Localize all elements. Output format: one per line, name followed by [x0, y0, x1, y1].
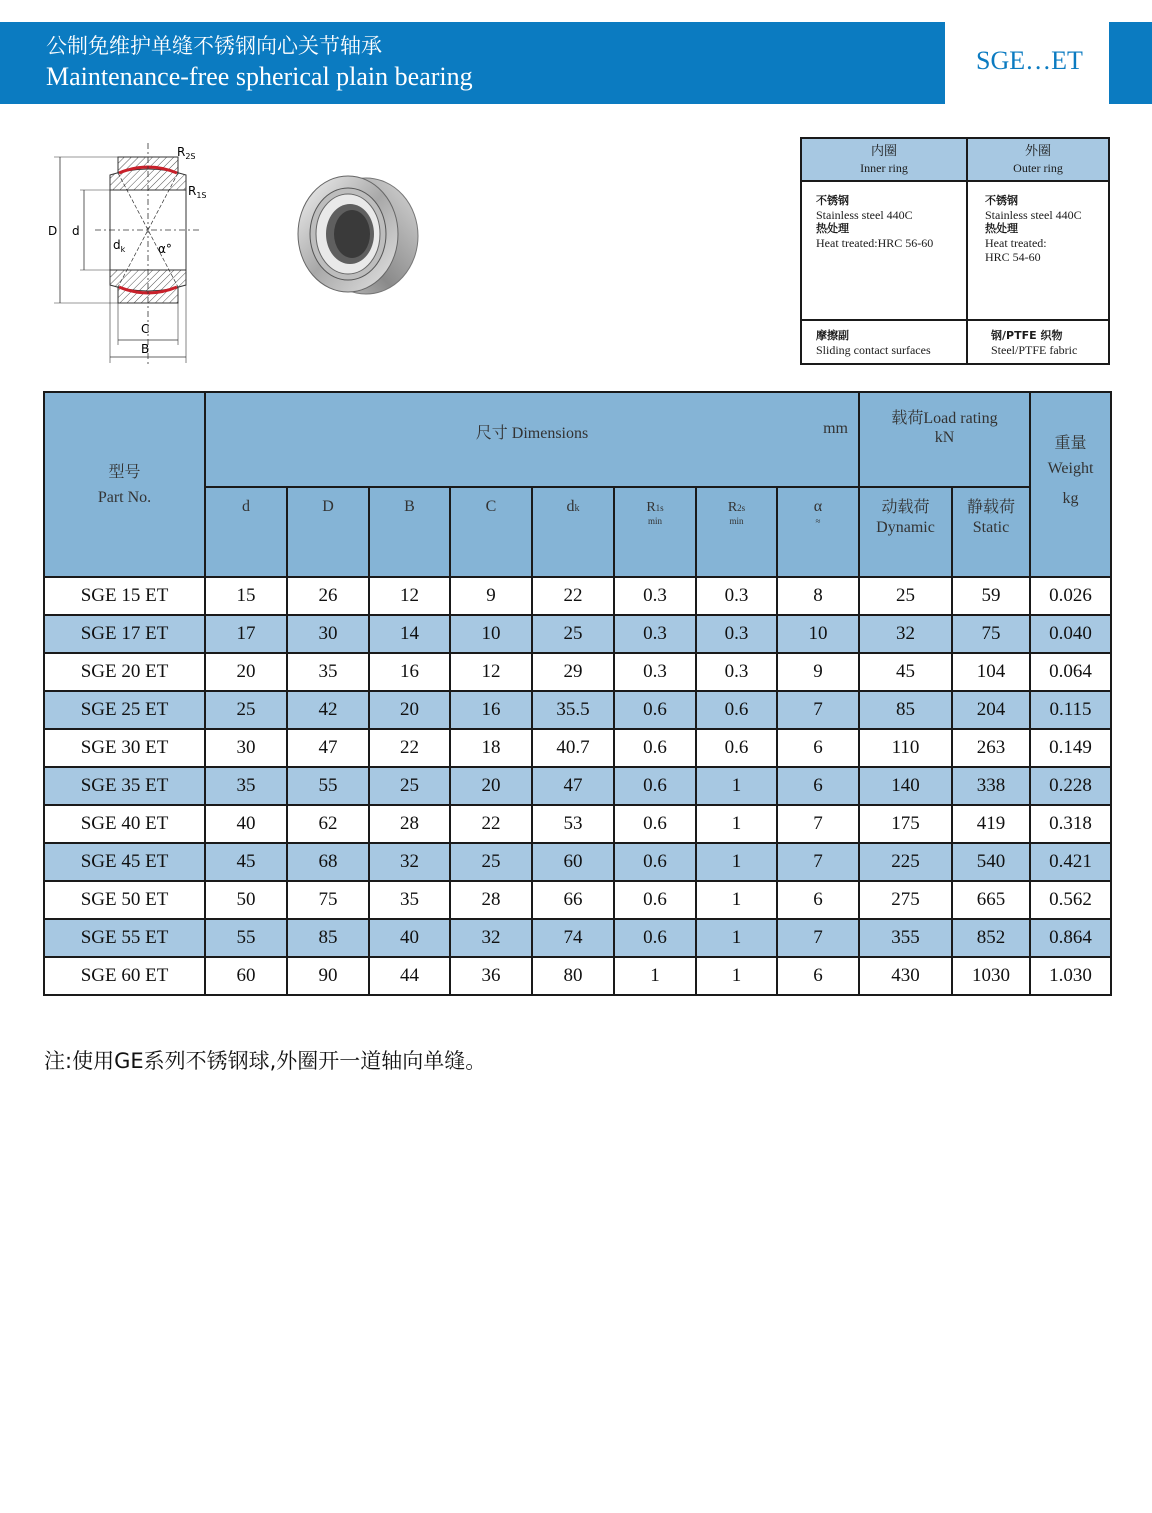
cell-r2s: 0.6 — [696, 691, 777, 729]
table-row — [44, 843, 1111, 881]
cell-weight: 0.228 — [1030, 767, 1111, 805]
cell-D: 90 — [287, 957, 369, 995]
cell-r2s: 0.3 — [696, 615, 777, 653]
cell-weight: 0.149 — [1030, 729, 1111, 767]
cell-B: 44 — [369, 957, 450, 995]
cell-D: 26 — [287, 577, 369, 615]
svg-text:R2S: $R_{2S}$ — [177, 145, 196, 161]
svg-text:d: d — [72, 224, 80, 238]
inner-ring-material: 不锈钢 Stainless steel 440C 热处理 Heat treated:HRC 56-60 — [816, 194, 934, 250]
cell-C: 9 — [450, 577, 532, 615]
cell-d: 40 — [205, 805, 287, 843]
col-C: C — [450, 487, 532, 577]
cell-C: 25 — [450, 843, 532, 881]
cell-part-no: SGE 20 ET — [44, 653, 205, 691]
cell-weight: 0.318 — [1030, 805, 1111, 843]
cell-alpha: 6 — [777, 729, 859, 767]
outer-ring-header: 外圈 Outer ring — [968, 139, 1108, 181]
cell-r2s: 1 — [696, 919, 777, 957]
cell-alpha: 8 — [777, 577, 859, 615]
svg-text:R1S: $R_{1S}$ — [188, 184, 207, 200]
cell-d: 25 — [205, 691, 287, 729]
svg-text:α°: α° — [158, 242, 172, 256]
cell-dk: 25 — [532, 615, 614, 653]
cell-B: 25 — [369, 767, 450, 805]
cell-d: 55 — [205, 919, 287, 957]
cell-dk: 22 — [532, 577, 614, 615]
page-title-cn: 公制免维护单缝不锈钢向心关节轴承 — [46, 34, 382, 58]
cell-static-load: 1030 — [952, 957, 1030, 995]
col-dk: dk — [532, 487, 614, 577]
cell-d: 20 — [205, 653, 287, 691]
cell-static-load: 540 — [952, 843, 1030, 881]
inner-ring-header: 内圈 Inner ring — [802, 139, 966, 181]
cell-dk: 40.7 — [532, 729, 614, 767]
cell-r2s: 0.3 — [696, 577, 777, 615]
cell-weight: 0.064 — [1030, 653, 1111, 691]
cell-r2s: 1 — [696, 957, 777, 995]
cell-D: 55 — [287, 767, 369, 805]
table-row — [44, 729, 1111, 767]
cell-D: 85 — [287, 919, 369, 957]
cell-dynamic-load: 32 — [859, 615, 952, 653]
cell-alpha: 6 — [777, 957, 859, 995]
footnote: 注:使用GE系列不锈钢球,外圈开一道轴向单缝。 — [44, 1049, 487, 1073]
col-r2s: R2s min — [696, 487, 777, 577]
cell-weight: 1.030 — [1030, 957, 1111, 995]
cell-r2s: 1 — [696, 881, 777, 919]
cell-static-load: 204 — [952, 691, 1030, 729]
table-row — [44, 919, 1111, 957]
cell-dynamic-load: 225 — [859, 843, 952, 881]
svg-text:D: D — [48, 224, 58, 238]
cell-d: 50 — [205, 881, 287, 919]
cell-r1s: 0.6 — [614, 805, 696, 843]
cell-part-no: SGE 15 ET — [44, 577, 205, 615]
cell-r1s: 0.3 — [614, 615, 696, 653]
cell-static-load: 419 — [952, 805, 1030, 843]
bearing-section-drawing — [40, 135, 240, 370]
cell-r2s: 0.3 — [696, 653, 777, 691]
cell-d: 35 — [205, 767, 287, 805]
cell-r1s: 0.6 — [614, 767, 696, 805]
cell-dk: 74 — [532, 919, 614, 957]
dimension-table-body — [44, 577, 1111, 995]
table-row — [44, 577, 1111, 615]
cell-r1s: 0.6 — [614, 919, 696, 957]
cell-dk: 29 — [532, 653, 614, 691]
cell-D: 75 — [287, 881, 369, 919]
cell-part-no: SGE 40 ET — [44, 805, 205, 843]
svg-text:B: B — [141, 342, 150, 356]
cell-r1s: 0.6 — [614, 881, 696, 919]
table-row — [44, 767, 1111, 805]
cell-dynamic-load: 110 — [859, 729, 952, 767]
cell-weight: 0.115 — [1030, 691, 1111, 729]
cell-static-load: 665 — [952, 881, 1030, 919]
cell-D: 30 — [287, 615, 369, 653]
cell-dynamic-load: 45 — [859, 653, 952, 691]
cell-D: 68 — [287, 843, 369, 881]
weight-header: 重量 Weight kg — [1030, 392, 1111, 577]
cell-r2s: 1 — [696, 843, 777, 881]
cell-d: 45 — [205, 843, 287, 881]
cell-r1s: 0.6 — [614, 843, 696, 881]
cell-D: 62 — [287, 805, 369, 843]
svg-text:C: C — [141, 322, 150, 336]
series-label: SGE…ET — [976, 46, 1083, 75]
cell-C: 36 — [450, 957, 532, 995]
cell-r1s: 0.3 — [614, 653, 696, 691]
sliding-surface-label: 摩擦副 Sliding contact surfaces — [816, 329, 931, 357]
cell-C: 16 — [450, 691, 532, 729]
cell-part-no: SGE 30 ET — [44, 729, 205, 767]
sliding-surface-value: 钢/PTFE 织物 Steel/PTFE fabric — [991, 329, 1078, 357]
cell-r1s: 1 — [614, 957, 696, 995]
cell-alpha: 7 — [777, 691, 859, 729]
cell-static-load: 75 — [952, 615, 1030, 653]
load-rating-header: 载荷Load rating kN — [859, 392, 1030, 487]
cell-dk: 60 — [532, 843, 614, 881]
part-no-header: 型号 Part No. — [44, 392, 205, 577]
bearing-photo — [288, 170, 428, 300]
cell-alpha: 7 — [777, 919, 859, 957]
cell-part-no: SGE 35 ET — [44, 767, 205, 805]
cell-C: 12 — [450, 653, 532, 691]
cell-d: 15 — [205, 577, 287, 615]
cell-r1s: 0.3 — [614, 577, 696, 615]
cell-C: 18 — [450, 729, 532, 767]
page-title-en: Maintenance-free spherical plain bearing — [46, 62, 473, 91]
material-table — [800, 137, 1110, 365]
cell-dynamic-load: 85 — [859, 691, 952, 729]
cell-weight: 0.562 — [1030, 881, 1111, 919]
header-tab — [1109, 22, 1152, 104]
cell-r1s: 0.6 — [614, 691, 696, 729]
cell-dk: 80 — [532, 957, 614, 995]
cell-static-load: 59 — [952, 577, 1030, 615]
cell-part-no: SGE 60 ET — [44, 957, 205, 995]
cell-dk: 35.5 — [532, 691, 614, 729]
col-d: d — [205, 487, 287, 577]
cell-D: 47 — [287, 729, 369, 767]
cell-static-load: 338 — [952, 767, 1030, 805]
cell-B: 22 — [369, 729, 450, 767]
cell-dk: 47 — [532, 767, 614, 805]
header-banner — [0, 22, 945, 104]
cell-C: 22 — [450, 805, 532, 843]
cell-r2s: 0.6 — [696, 729, 777, 767]
col-r1s: R1s min — [614, 487, 696, 577]
cell-C: 28 — [450, 881, 532, 919]
col-static: 静载荷 Static — [952, 487, 1030, 577]
cell-C: 10 — [450, 615, 532, 653]
cell-part-no: SGE 25 ET — [44, 691, 205, 729]
dimensions-header: 尺寸 Dimensions mm — [205, 392, 859, 487]
cell-part-no: SGE 55 ET — [44, 919, 205, 957]
cell-alpha: 6 — [777, 881, 859, 919]
cell-weight: 0.040 — [1030, 615, 1111, 653]
cell-static-load: 104 — [952, 653, 1030, 691]
cell-weight: 0.421 — [1030, 843, 1111, 881]
cell-part-no: SGE 17 ET — [44, 615, 205, 653]
table-row — [44, 615, 1111, 653]
cell-C: 20 — [450, 767, 532, 805]
cell-B: 14 — [369, 615, 450, 653]
cell-d: 30 — [205, 729, 287, 767]
cell-static-load: 263 — [952, 729, 1030, 767]
cell-B: 40 — [369, 919, 450, 957]
col-dynamic: 动载荷 Dynamic — [859, 487, 952, 577]
cell-dynamic-load: 355 — [859, 919, 952, 957]
cell-B: 32 — [369, 843, 450, 881]
table-row — [44, 653, 1111, 691]
table-row — [44, 691, 1111, 729]
cell-dynamic-load: 175 — [859, 805, 952, 843]
table-row — [44, 957, 1111, 995]
cell-d: 17 — [205, 615, 287, 653]
cell-static-load: 852 — [952, 919, 1030, 957]
cell-d: 60 — [205, 957, 287, 995]
cell-part-no: SGE 50 ET — [44, 881, 205, 919]
cell-B: 12 — [369, 577, 450, 615]
cell-alpha: 10 — [777, 615, 859, 653]
cell-dynamic-load: 140 — [859, 767, 952, 805]
cell-dk: 53 — [532, 805, 614, 843]
cell-dk: 66 — [532, 881, 614, 919]
cell-B: 28 — [369, 805, 450, 843]
cell-B: 16 — [369, 653, 450, 691]
cell-dynamic-load: 430 — [859, 957, 952, 995]
svg-text:dk: $d_k$ — [113, 238, 126, 254]
cell-D: 35 — [287, 653, 369, 691]
dimension-table — [43, 391, 1112, 996]
cell-part-no: SGE 45 ET — [44, 843, 205, 881]
cell-weight: 0.864 — [1030, 919, 1111, 957]
cell-D: 42 — [287, 691, 369, 729]
table-row — [44, 805, 1111, 843]
table-row — [44, 881, 1111, 919]
cell-r1s: 0.6 — [614, 729, 696, 767]
cell-r2s: 1 — [696, 767, 777, 805]
col-alpha: α ≈ — [777, 487, 859, 577]
cell-B: 35 — [369, 881, 450, 919]
cell-alpha: 6 — [777, 767, 859, 805]
cell-C: 32 — [450, 919, 532, 957]
col-D: D — [287, 487, 369, 577]
cell-B: 20 — [369, 691, 450, 729]
cell-alpha: 7 — [777, 843, 859, 881]
col-B: B — [369, 487, 450, 577]
cell-alpha: 9 — [777, 653, 859, 691]
cell-r2s: 1 — [696, 805, 777, 843]
cell-weight: 0.026 — [1030, 577, 1111, 615]
cell-alpha: 7 — [777, 805, 859, 843]
outer-ring-material: 不锈钢 Stainless steel 440C 热处理 Heat treated: HRC 54-60 — [985, 194, 1082, 264]
cell-dynamic-load: 275 — [859, 881, 952, 919]
cell-dynamic-load: 25 — [859, 577, 952, 615]
